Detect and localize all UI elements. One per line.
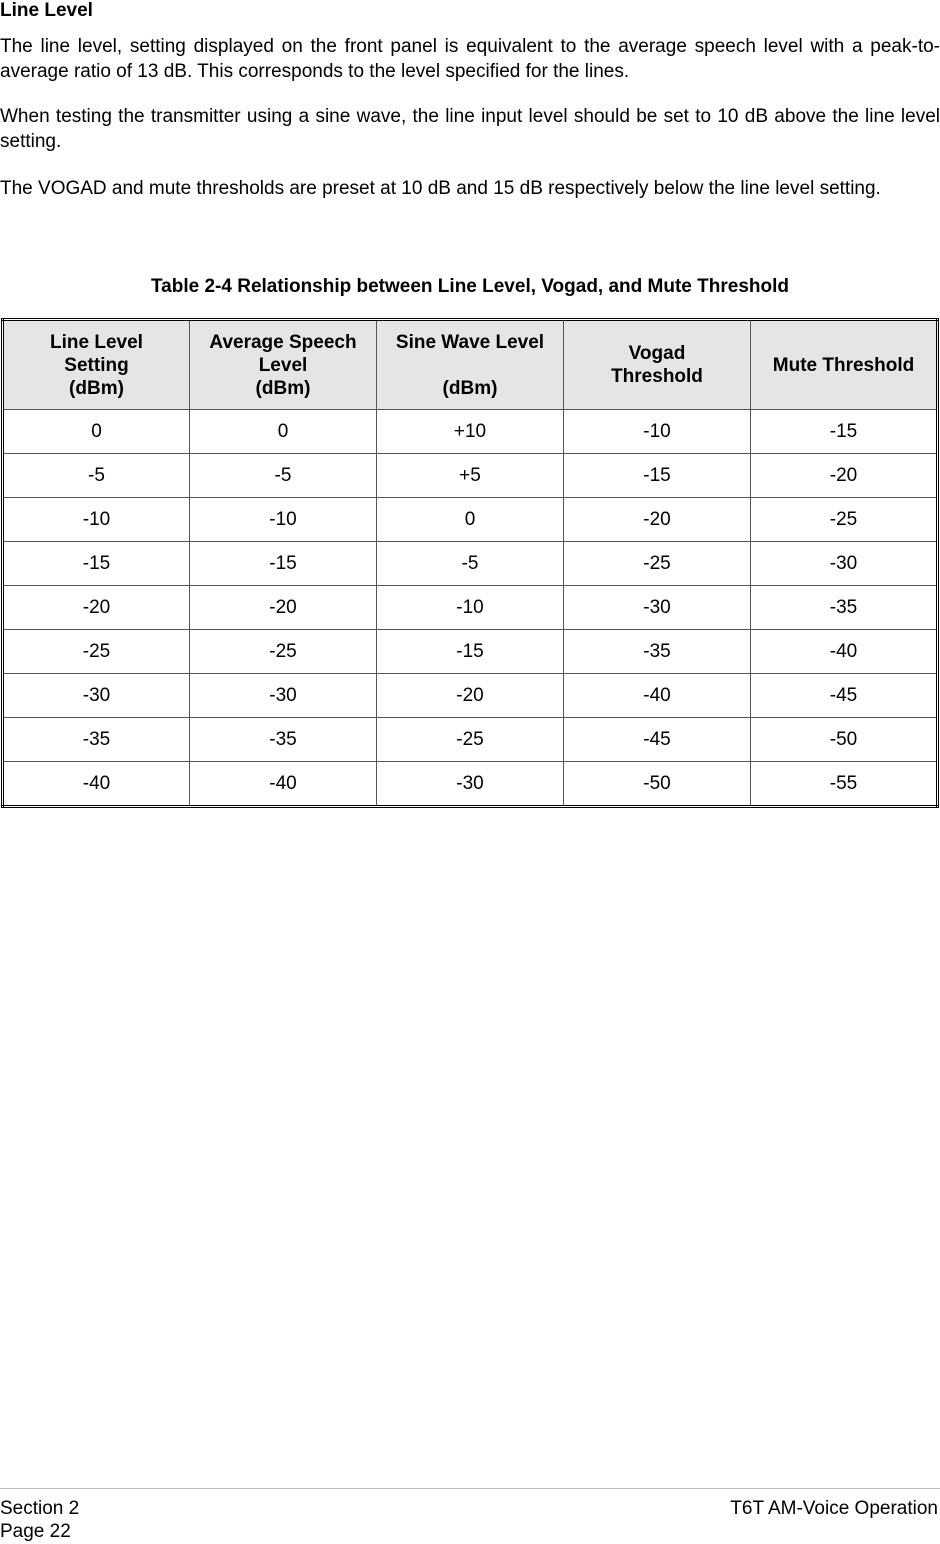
cell-average-speech: -15 (190, 542, 377, 586)
cell-mute: -40 (751, 630, 938, 674)
header-mute-threshold (751, 320, 938, 410)
paragraph-thresholds: The VOGAD and mute thresholds are preset at 10 dB and 15 dB respectively below the line level setting. (0, 178, 881, 199)
cell-mute: -30 (751, 542, 938, 586)
cell-sine-wave: -10 (377, 586, 564, 630)
cell-average-speech: -35 (190, 718, 377, 762)
cell-vogad: -15 (564, 454, 751, 498)
cell-mute: -35 (751, 586, 938, 630)
cell-line-level: -35 (3, 718, 190, 762)
cell-line-level: -15 (3, 542, 190, 586)
header-sine-wave (377, 320, 564, 410)
cell-mute: -20 (751, 454, 938, 498)
header-vogad-line-1: Vogad (628, 343, 686, 364)
header-average-speech-line-2: Level (258, 354, 308, 376)
table-row (3, 542, 938, 586)
cell-vogad: -20 (564, 498, 751, 542)
header-sine-wave-line-1: Sine Wave Level (395, 331, 545, 353)
cell-line-level: -5 (3, 454, 190, 498)
cell-sine-wave: -25 (377, 718, 564, 762)
cell-average-speech: -10 (190, 498, 377, 542)
header-line-level-line-3: (dBm) (69, 377, 124, 399)
cell-line-level: -10 (3, 498, 190, 542)
cell-average-speech: -5 (190, 454, 377, 498)
cell-average-speech: -30 (190, 674, 377, 718)
header-line-level (3, 320, 190, 410)
cell-mute: -15 (751, 410, 938, 454)
cell-line-level: -20 (3, 586, 190, 630)
cell-mute: -50 (751, 718, 938, 762)
footer-left (0, 1497, 79, 1543)
header-line-level-line-1: Line Level (50, 331, 143, 353)
footer-page-number: Page 22 (0, 1521, 71, 1542)
cell-sine-wave: +5 (377, 454, 564, 498)
section-heading: Line Level (0, 0, 93, 21)
header-line-level-line-2: Setting (64, 354, 129, 376)
cell-mute: -45 (751, 674, 938, 718)
table-row (3, 762, 938, 807)
cell-average-speech: -40 (190, 762, 377, 807)
cell-sine-wave: -15 (377, 630, 564, 674)
cell-sine-wave: -5 (377, 542, 564, 586)
table-title: Table 2-4 Relationship between Line Level, Vogad, and Mute Threshold (150, 276, 789, 297)
table-row (3, 674, 938, 718)
cell-sine-wave: +10 (377, 410, 564, 454)
table-row (3, 410, 938, 454)
cell-line-level: -25 (3, 630, 190, 674)
table-row (3, 586, 938, 630)
cell-sine-wave: -30 (377, 762, 564, 807)
cell-vogad: -10 (564, 410, 751, 454)
cell-vogad: -35 (564, 630, 751, 674)
cell-line-level: 0 (3, 410, 190, 454)
header-vogad-threshold (564, 320, 751, 410)
header-average-speech-line-3: (dBm) (255, 377, 311, 399)
table-row (3, 718, 938, 762)
header-average-speech (190, 320, 377, 410)
footer-section: Section 2 (0, 1498, 80, 1519)
cell-mute: -55 (751, 762, 938, 807)
cell-vogad: -40 (564, 674, 751, 718)
cell-average-speech: -20 (190, 586, 377, 630)
line-level-table (1, 318, 939, 808)
header-vogad-line-2: Threshold (611, 366, 703, 387)
paragraph-line-level-definition: The line level, setting displayed on the front panel is equivalent to the average speech level with a peak-to-average ratio of 13 dB. This corresponds to the level specified for the lines. (0, 36, 940, 82)
cell-sine-wave: 0 (377, 498, 564, 542)
table-header-row (3, 320, 938, 410)
cell-line-level: -30 (3, 674, 190, 718)
table-row (3, 454, 938, 498)
cell-sine-wave: -20 (377, 674, 564, 718)
header-mute-line-1: Mute Threshold (772, 354, 915, 376)
cell-line-level: -40 (3, 762, 190, 807)
table-row (3, 630, 938, 674)
cell-vogad: -45 (564, 718, 751, 762)
cell-average-speech: -25 (190, 630, 377, 674)
cell-vogad: -50 (564, 762, 751, 807)
table-row (3, 498, 938, 542)
header-sine-wave-line-3: (dBm) (442, 377, 498, 399)
cell-mute: -25 (751, 498, 938, 542)
footer-document-title: T6T AM-Voice Operation (730, 1498, 938, 1519)
cell-vogad: -30 (564, 586, 751, 630)
footer-divider (0, 1488, 940, 1489)
cell-vogad: -25 (564, 542, 751, 586)
cell-average-speech: 0 (190, 410, 377, 454)
paragraph-sine-wave-testing: When testing the transmitter using a sine wave, the line input level should be set to 10 dB above the line level setting. (0, 106, 940, 152)
header-average-speech-line-1: Average Speech (209, 331, 357, 353)
